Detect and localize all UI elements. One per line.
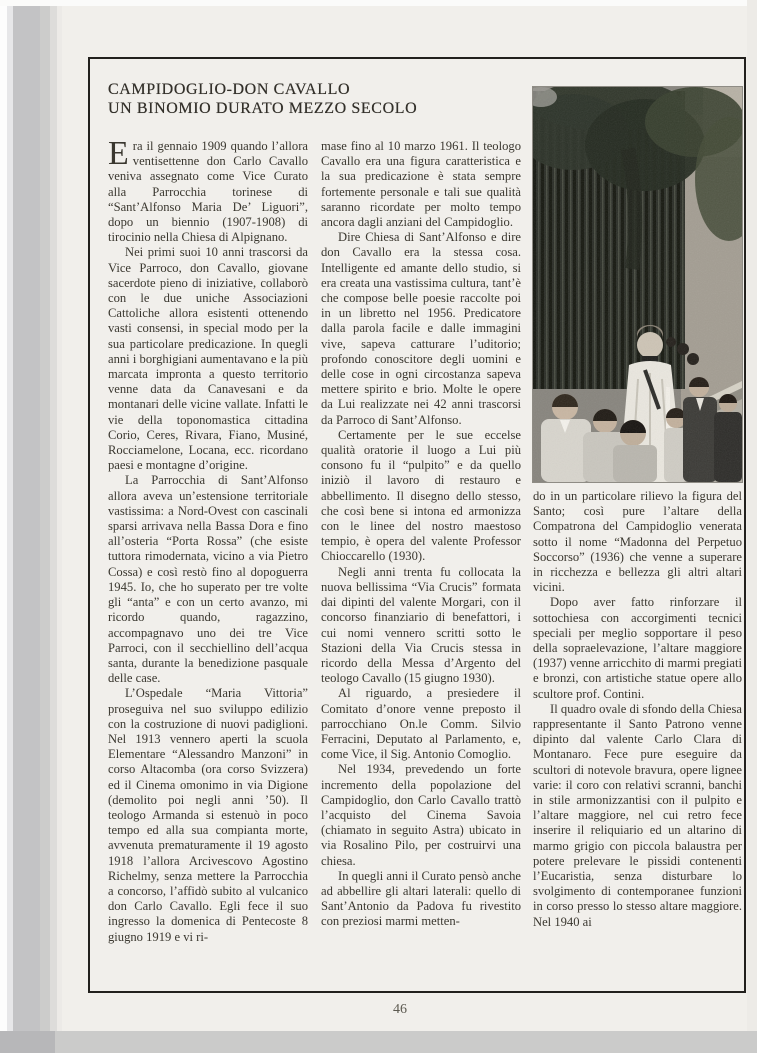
paragraph: Dopo aver fatto rinforzare il sottochiesa con accorgimenti tecnici speciali per meglio sopportare il peso della sopraelevazione, l’altare maggiore (1937) venne arricchito di marmi pregiati e bronzi, con artistiche statue opere allo scultore prof. Contini. — [533, 595, 742, 701]
paragraph: do in un particolare rilievo la figura del Santo; così pure l’altare della Compatrona del Campidoglio venerata sotto il nome “Madonna del Perpetuo Soccorso” (1936) che venne a superare in ricchezza e bellezza gli altri altari vicini. — [533, 489, 742, 595]
paragraph: Dire Chiesa di Sant’Alfonso e dire don Cavallo era la stessa cosa. Intelligente ed amante dello studio, si era creata una vastissima cultura, tant’è che compose belle poesie raccolte poi in un libretto nel 1956. Predicatore dalla parola facile e dalle immagini vive, sapeva catturare l’uditorio; profondo conoscitore degli uomini e delle cose in ogni circostanza sapeva mettere spirito e brio. Molte le opere da Lui realizzate nei 42 anni trascorsi da Parroco di Sant’Alfonso. — [321, 230, 521, 427]
scan-edge-right — [747, 0, 757, 1031]
paragraph: L’Ospedale “Maria Vittoria” proseguiva nel suo sviluppo edilizio con la costruzione di nuovi padiglioni. Nel 1913 vennero aperti la scuola Elementare “Alessandro Manzoni” in corso Altacomba (ora corso Svizzera) ed il Cinema omonimo in via Digione (demolito poi negli anni ’50). Il teologo Armanda si estenuò in poco tempo ed alla sua compianta morte, avvenuta prematuramente il 19 agosto 1918 l’allora Arcivescovo Agostino Richelmy, senza mettere la Parrocchia a concorso, l’affidò subito al vulcanico don Carlo Cavallo. Egli fece il suo ingresso la domenica di Pentecoste 8 giugno 1919 e vi ri- — [108, 686, 308, 944]
article-title — [108, 80, 417, 118]
text-column-1 — [108, 135, 308, 945]
procession-photo — [533, 87, 742, 482]
text-column-3 — [533, 489, 742, 930]
paragraph: Negli anni trenta fu collocata la nuova bellissima “Via Crucis” formata dai dipinti del valente Morgari, con il concorso finanziario di benefattori, i cui nomi vennero scritti sotto le Stazioni della Via Crucis stessa in ricordo della Messa d’Argento del teologo Cavallo (15 giugno 1930). — [321, 564, 521, 686]
paragraph: Il quadro ovale di sfondo della Chiesa rappresentante il Santo Patrono venne dipinto dal valente Carlo Clara di Montanaro. Fece pure eseguire da scultori di notevole bravura, opere lignee varie: il coro con relativi scranni, banchi in stile armonizzantisi con il pulpito e l’altare maggiore, nel cui retro fece inserire il reliquiario ed un altarino di marmo grigio con piccola balaustra per potere prelevare le pissidi contenenti l’Eucaristia, senza disturbare lo svolgimento di contemporanee funzioni in corso presso lo stesso altare maggiore. Nel 1940 ai — [533, 701, 742, 929]
text-column-2 — [321, 139, 521, 930]
scan-edge-left — [0, 0, 62, 1053]
paragraph — [108, 135, 308, 245]
paragraph: mase fino al 10 marzo 1961. Il teologo Cavallo era una figura caratteristica e la sua predicazione è stata sempre fortemente personale e tali sue qualità saranno ricordate per molto tempo ancora dagli anziani del Campidoglio. — [321, 139, 521, 230]
paragraph-text: ra il gennaio 1909 quando l’allora ventisettenne don Carlo Cavallo veniva assegnato come Vice Curato alla Parrocchia torinese di “Sant’Alfonso Maria De’ Liguori”, dopo un biennio (1907-1908) di tirocinio nella Chiesa di Alpignano. — [108, 139, 308, 245]
drop-cap: E — [108, 135, 129, 172]
paragraph: Nel 1934, prevedendo un forte incremento della popolazione del Campidoglio, don Carlo Cavallo trattò l’acquisto del Cinema Savoia (chiamato in seguito Astra) ubicato in via Rosalino Pilo, per costruirvi una chiesa. — [321, 762, 521, 868]
scan-edge-top — [0, 0, 757, 6]
paragraph: Nei primi suoi 10 anni trascorsi da Vice Parroco, don Cavallo, giovane sacerdote pieno di iniziative, collaborò con le due uniche Associazioni Cattoliche allora esistenti ottenendo vasti consensi, in special modo per la sua particolare predicazione. In quegli anni i borghigiani aumentavano e la più marcata impronta a questo territorio venne data da Canavesani e da montanari delle vicine vallate. Infatti le vie della toponomastica cittadina Corio, Ceres, Rivara, Fiano, Musiné, Rocciamelone, Locana, ecc. ricordano paesi e montagne d’origine. — [108, 245, 308, 473]
procession-photo-graphic — [533, 87, 742, 482]
scan-edge-bottom — [0, 1031, 757, 1053]
article-title-line2: UN BINOMIO DURATO MEZZO SECOLO — [108, 100, 418, 117]
paragraph: Al riguardo, a presiedere il Comitato d’onore venne preposto il parrocchiano On.le Comm. Silvio Ferracini, Deputato al Parlamento, e, come Vice, il Sig. Antonio Comoglio. — [321, 686, 521, 762]
page-number: 46 — [393, 1002, 407, 1017]
paragraph: La Parrocchia di Sant’Alfonso allora aveva un’estensione territoriale vastissima: a Nord-Ovest con cascinali sparsi arrivava nella Bassa Dora e fino all’osteria “Porta Rossa” (che esiste tuttora rimodernata, vicino a via Pietro Cossa) e così restò fino al dopoguerra 1945. Io, che ho superato per tre volte gli “anta” e con un certo avanzo, mi ricordo quando, ragazzino, accompagnavo uno dei tre Vice Parroci, con il secchiellino dell’acqua santa, durante la benedizione pasquale delle case. — [108, 473, 308, 686]
paragraph: Certamente per le sue eccelse qualità oratorie il luogo a Lui più consono fu il “pulpito” e da quello iniziò il lavoro di restauro e abbellimento. Il disegno dello stesso, che così bene si intona ed armonizza con le linee del nostro maestoso tempio, è opera del valente Professor Chioccarello (1930). — [321, 427, 521, 564]
article-title-line1: CAMPIDOGLIO-DON CAVALLO — [108, 81, 351, 98]
paragraph: In quegli anni il Curato pensò anche ad abbellire gli altari laterali: quello di Sant’Antonio da Padova fu rivestito con preziosi marmi metten- — [321, 868, 521, 929]
